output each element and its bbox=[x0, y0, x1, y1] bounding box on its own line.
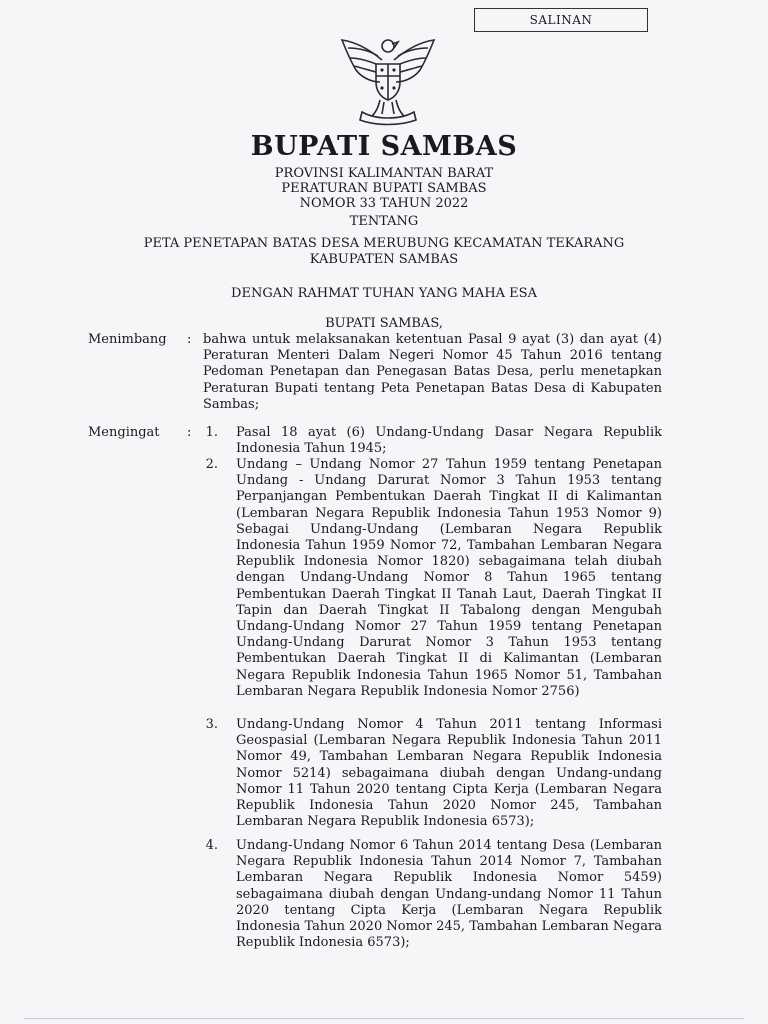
mengingat-label: Mengingat bbox=[88, 425, 160, 440]
province-line: PROVINSI KALIMANTAN BARAT bbox=[274, 166, 494, 181]
mengingat-item-text: Undang-Undang Nomor 4 Tahun 2011 tentang Informasi Geospasial (Lembaran Negara Republik Indonesia Tahun 2011 Nomor 49, Tambahan Lembaran Negara Republik Indonesia Nomor 5214) sebagaimana diubah dengan Undang-undang Nomor 11 Tahun 2020 tentang Cipta Kerja (Lembaran Negara Republik Indonesia Tahun 2020 Nomor 245, Tambahan Lembaran Negara Republik Indonesia 6573); bbox=[236, 717, 662, 830]
document-title: BUPATI SAMBAS bbox=[250, 131, 518, 162]
menimbang-colon: : bbox=[187, 332, 192, 347]
menimbang-label: Menimbang bbox=[88, 332, 167, 347]
mengingat-item-text: Undang-Undang Nomor 6 Tahun 2014 tentang Desa (Lembaran Negara Republik Indonesia Tahun 2014 Nomor 7, Tambahan Lembaran Negara Republik Indonesia Nomor 5459) sebagaimana diubah dengan Undang-undang Nomor 11 Tahun 2020 tentang Cipta Kerja (Lembaran Negara Republik Indonesia Tahun 2020 Nomor 245, Tambahan Lembaran Negara Republik Indonesia 6573); bbox=[236, 838, 662, 951]
tentang-line: TENTANG bbox=[349, 214, 419, 229]
mengingat-item-text: Undang – Undang Nomor 27 Tahun 1959 tentang Penetapan Undang - Undang Darurat Nomor 3 Tahun 1953 tentang Perpanjangan Pembentukan Daerah Tingkat II di Kalimantan (Lembaran Negara Republik Indonesia Tahun 1953 Nomor 9) Sebagai Undang-Undang (Lembaran Negara Republik Indonesia Tahun 1959 Nomor 72, Tambahan Lembaran Negara Republik Indonesia Nomor 1820) sebagaimana telah diubah dengan Undang-Undang Nomor 8 Tahun 1965 tentang Pembentukan Daerah Tingkat II Tanah Laut, Daerah Tingkat II Tapin dan Daerah Tingkat II Tabalong dengan Mengubah Undang-Undang Nomor 27 Tahun 1959 tentang Penetapan Undang-Undang Darurat Nomor 3 Tahun 1953 tentang Pembentukan Daerah Tingkat II di Kalimantan (Lembaran Negara Republik Indonesia Tahun 1965 Nomor 51, Tambahan Lembaran Negara Republik Indonesia Nomor 2756) bbox=[236, 457, 662, 699]
subject-line-2: KABUPATEN SAMBAS bbox=[309, 252, 459, 267]
mengingat-item-num: 2. bbox=[205, 457, 218, 472]
mengingat-item-text: Pasal 18 ayat (6) Undang-Undang Dasar Negara Republik Indonesia Tahun 1945; bbox=[236, 425, 662, 457]
header-block bbox=[0, 166, 768, 211]
page-edge-line bbox=[24, 1018, 744, 1019]
salinan-stamp: SALINAN bbox=[474, 8, 648, 32]
mengingat-item-num: 3. bbox=[205, 717, 218, 732]
mengingat-item-num: 1. bbox=[205, 425, 218, 440]
subject-line-1: PETA PENETAPAN BATAS DESA MERUBUNG KECAMATAN TEKARANG bbox=[143, 236, 625, 251]
menimbang-text: bahwa untuk melaksanakan ketentuan Pasal 9 ayat (3) dan ayat (4) Peraturan Menteri Dalam Negeri Nomor 45 Tahun 2016 tentang Pedoman Penetapan dan Penegasan Batas Desa, perlu menetapkan Peraturan Bupati tentang Peta Penetapan Batas Desa di Kabupaten Sambas; bbox=[203, 332, 662, 412]
mengingat-item-num: 4. bbox=[205, 838, 218, 853]
subject-block bbox=[0, 236, 768, 268]
garuda-emblem-icon bbox=[332, 20, 444, 132]
mengingat-colon: : bbox=[187, 425, 192, 440]
bupati-line: BUPATI SAMBAS, bbox=[325, 316, 443, 331]
rahmat-line: DENGAN RAHMAT TUHAN YANG MAHA ESA bbox=[231, 286, 537, 301]
regulation-line: PERATURAN BUPATI SAMBAS bbox=[281, 181, 487, 196]
number-line: NOMOR 33 TAHUN 2022 bbox=[299, 196, 469, 211]
